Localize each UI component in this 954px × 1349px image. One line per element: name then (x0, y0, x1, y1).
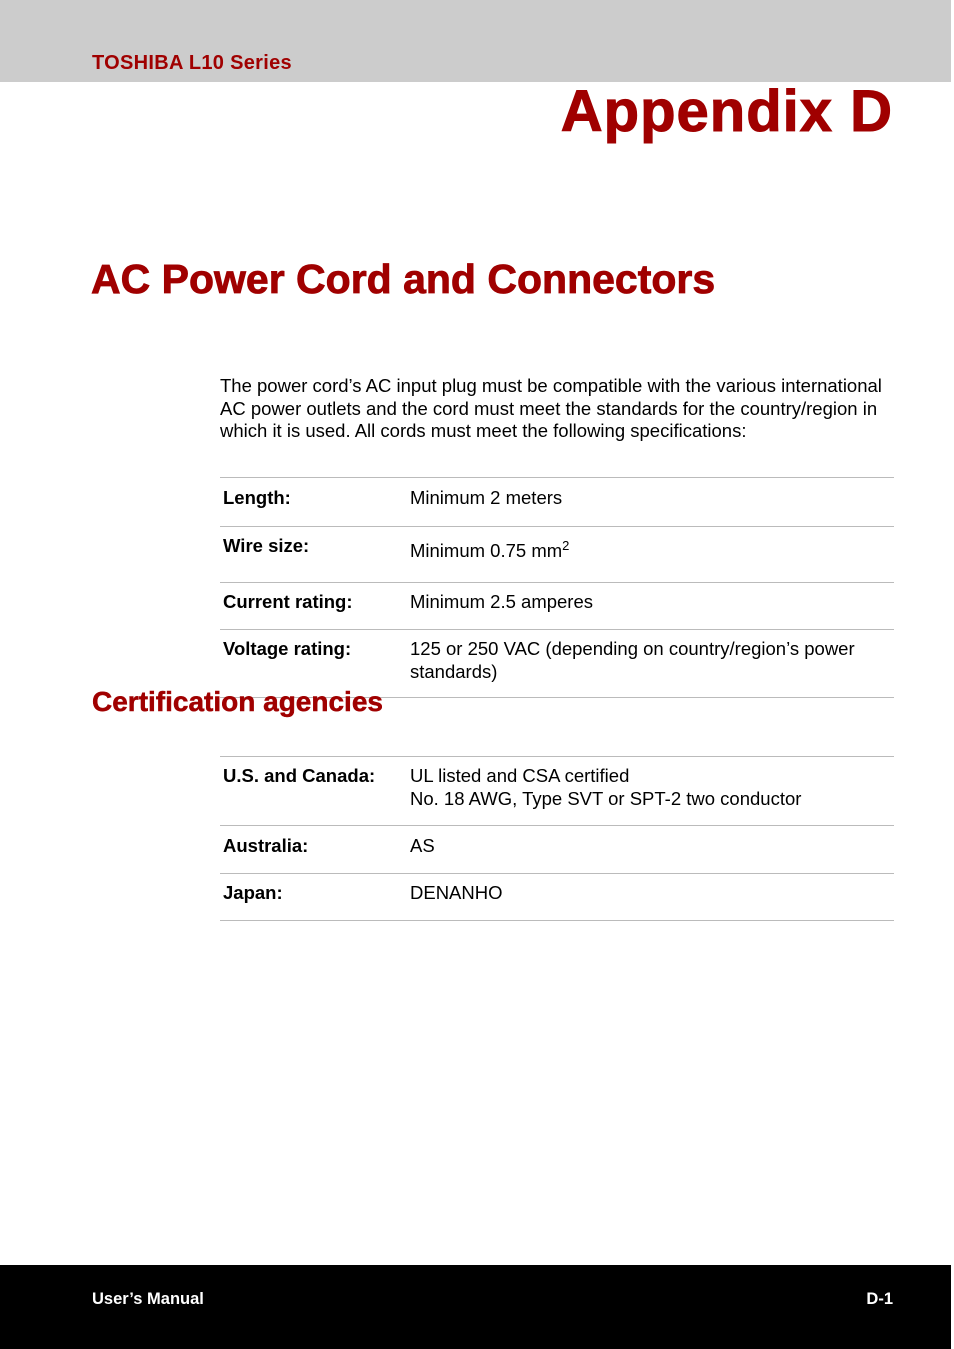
cert-value-line-2: No. 18 AWG, Type SVT or SPT-2 two conductor (410, 787, 802, 809)
cert-value-us-canada (410, 757, 894, 826)
cert-label-us-canada: U.S. and Canada: (223, 765, 376, 786)
spec-label-length: Length: (223, 487, 291, 508)
wire-size-text: Minimum 0.75 mm (410, 540, 563, 561)
section-title: AC Power Cord and Connectors (91, 256, 716, 302)
certification-title: Certification agencies (92, 686, 383, 717)
table-row (220, 874, 894, 921)
intro-paragraph: The power cord’s AC input plug must be compatible with the various international AC power outlets and the cord must meet the standards for the country/region in which it is used. All cords must meet the following specifications: (220, 375, 882, 442)
wire-size-exponent: 2 (562, 538, 570, 553)
spec-table (220, 477, 894, 698)
table-row (220, 757, 894, 826)
spec-label-wire-size: Wire size: (223, 535, 310, 556)
spec-label-current-rating: Current rating: (223, 591, 353, 612)
cert-value-japan: DENANHO (410, 882, 503, 903)
footer-manual-label: User’s Manual (92, 1290, 204, 1308)
appendix-title: Appendix D (560, 79, 893, 144)
table-row (220, 826, 894, 874)
table-row (220, 583, 894, 630)
series-title: TOSHIBA L10 Series (92, 52, 292, 74)
cert-label-australia: Australia: (223, 835, 309, 856)
spec-value-current-rating: Minimum 2.5 amperes (410, 591, 594, 612)
table-row (220, 478, 894, 527)
cert-value-australia: AS (410, 835, 435, 856)
spec-value-length: Minimum 2 meters (410, 487, 563, 508)
spec-value-wire-size (410, 527, 894, 583)
cert-value-line-1: UL listed and CSA certified (410, 765, 630, 786)
cert-label-japan: Japan: (223, 882, 283, 903)
page-number: D-1 (866, 1290, 893, 1308)
certification-table (220, 756, 894, 921)
table-row (220, 527, 894, 583)
spec-label-voltage-rating: Voltage rating: (223, 638, 352, 659)
spec-value-voltage-rating: 125 or 250 VAC (depending on country/region’s power standards) (410, 638, 855, 682)
